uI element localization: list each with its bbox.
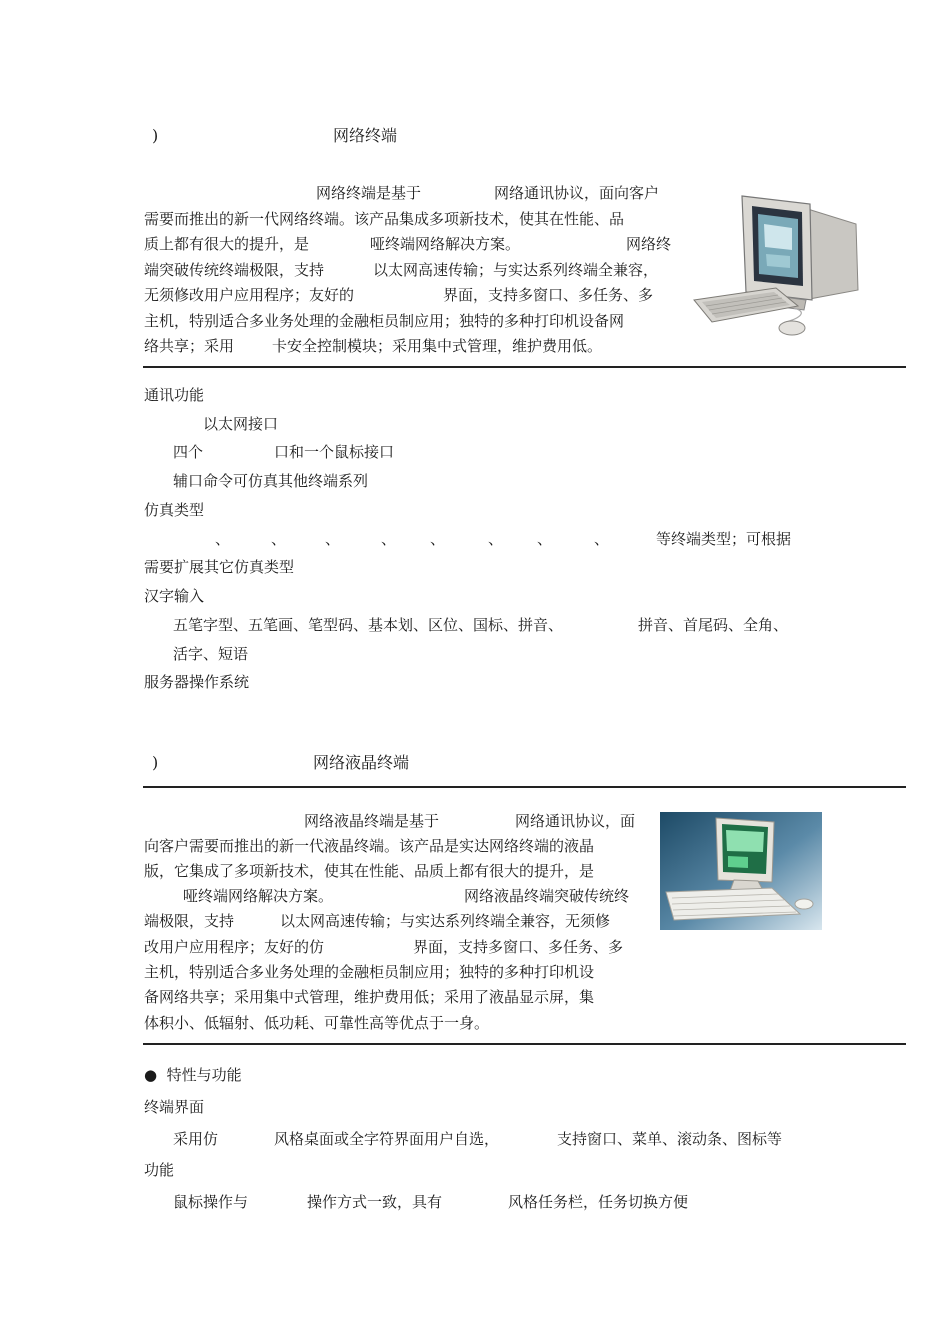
s1-line-1b: 网络通讯协议，面向客户: [494, 184, 660, 202]
lcd-terminal-image: [660, 812, 822, 930]
s2-line-2: 向客户需要而推出的新一代液晶终端。该产品是实达网络终端的液晶: [144, 837, 595, 855]
emu-sep-5: 、: [430, 530, 446, 548]
s2-mouse-c: 风格任务栏，任务切换方便: [508, 1193, 689, 1211]
s2-features-title: 特性与功能: [166, 1066, 242, 1084]
feature-ethernet: 以太网接口: [203, 415, 279, 433]
s2-ui-a: 采用仿: [173, 1130, 219, 1148]
s2-ui-c: 支持窗口、菜单、滚动条、图标等: [557, 1130, 783, 1148]
emu-sep-2: 、: [271, 530, 287, 548]
feature-server-os: 服务器操作系统: [144, 673, 250, 691]
feature-ports-b: 口和一个鼠标接口: [274, 443, 395, 461]
section2-prefix: ): [152, 753, 159, 772]
s2-line-4b: 网络液晶终端突破传统终: [464, 887, 630, 905]
s2-line-6b: 界面，支持多窗口、多任务、多: [413, 938, 624, 956]
s1-line-4a: 端突破传统终端极限，支持: [144, 261, 325, 279]
s1-line-3c: 网络终: [626, 235, 672, 253]
emu-sep-7: 、: [537, 530, 553, 548]
s1-line-2: 需要而推出的新一代网络终端。该产品集成多项新技术，使其在性能、品: [144, 210, 625, 228]
s2-line-8: 备网络共享；采用集中式管理，维护费用低；采用了液晶显示屏，集: [144, 988, 595, 1006]
section2-heading: 网络液晶终端: [313, 753, 410, 772]
s2-line-3: 版，它集成了多项新技术，使其在性能、品质上都有很大的提升，是: [144, 862, 595, 880]
s2-line-7: 主机，特别适合多业务处理的金融柜员制应用；独特的多种打印机设: [144, 963, 595, 981]
feature-aux-cmd: 辅口命令可仿真其他终端系列: [173, 472, 369, 490]
feature-ports-a: 四个: [173, 443, 204, 461]
s1-line-7a: 络共享；采用: [144, 337, 235, 355]
crt-terminal-image: [688, 188, 864, 338]
s1-line-1a: 网络终端是基于: [316, 184, 422, 202]
emu-sep-1: 、: [215, 530, 231, 548]
input-methods-c: 活字、短语: [173, 645, 249, 663]
section2-divider-bottom: [143, 1043, 906, 1045]
feature-emu-title: 仿真类型: [144, 501, 205, 519]
section1-divider: [143, 366, 906, 368]
s1-line-5a: 无须修改用户应用程序；友好的: [144, 286, 355, 304]
s2-line-1b: 网络通讯协议，面: [515, 812, 636, 830]
emu-extend: 需要扩展其它仿真类型: [144, 558, 295, 576]
s1-line-6: 主机，特别适合多业务处理的金融柜员制应用；独特的多种打印机设备网: [144, 312, 625, 330]
input-methods-a: 五笔字型、五笔画、笔型码、基本划、区位、国标、拼音、: [173, 616, 564, 634]
s2-mouse-b: 操作方式一致，具有: [307, 1193, 443, 1211]
s2-line-5b: 以太网高速传输；与实达系列终端全兼容，无须修: [280, 912, 611, 930]
s2-ui-d: 功能: [144, 1161, 175, 1179]
s1-line-5b: 界面，支持多窗口、多任务、多: [443, 286, 654, 304]
feature-comm-title: 通讯功能: [144, 386, 205, 404]
emu-types-tail: 等终端类型；可根据: [656, 530, 792, 548]
bullet-icon: ●: [144, 1066, 158, 1084]
s2-line-4a: 哑终端网络解决方案。: [183, 887, 334, 905]
input-methods-b: 拼音、首尾码、全角、: [638, 616, 789, 634]
section1-prefix: ): [152, 126, 159, 145]
s2-line-5a: 端极限，支持: [144, 912, 235, 930]
feature-input-title: 汉字输入: [144, 587, 205, 605]
emu-sep-3: 、: [325, 530, 341, 548]
s2-line-9: 体积小、低辐射、低功耗、可靠性高等优点于一身。: [144, 1014, 490, 1032]
s2-ui-title: 终端界面: [144, 1098, 205, 1116]
emu-sep-8: 、: [594, 530, 610, 548]
section1-heading: 网络终端: [333, 126, 398, 145]
emu-sep-4: 、: [381, 530, 397, 548]
s2-features-heading: [144, 1066, 242, 1085]
section2-divider-top: [143, 786, 906, 788]
s2-mouse-a: 鼠标操作与: [173, 1193, 249, 1211]
emu-sep-6: 、: [488, 530, 504, 548]
s2-ui-b: 风格桌面或全字符界面用户自选，: [274, 1130, 500, 1148]
s2-line-1a: 网络液晶终端是基于: [304, 812, 440, 830]
s1-line-3b: 哑终端网络解决方案。: [370, 235, 521, 253]
s1-line-3a: 质上都有很大的提升，是: [144, 235, 310, 253]
s1-line-4b: 以太网高速传输；与实达系列终端全兼容，: [373, 261, 659, 279]
s1-line-7b: 卡安全控制模块；采用集中式管理，维护费用低。: [272, 337, 603, 355]
s2-line-6a: 改用户应用程序；友好的仿: [144, 938, 325, 956]
